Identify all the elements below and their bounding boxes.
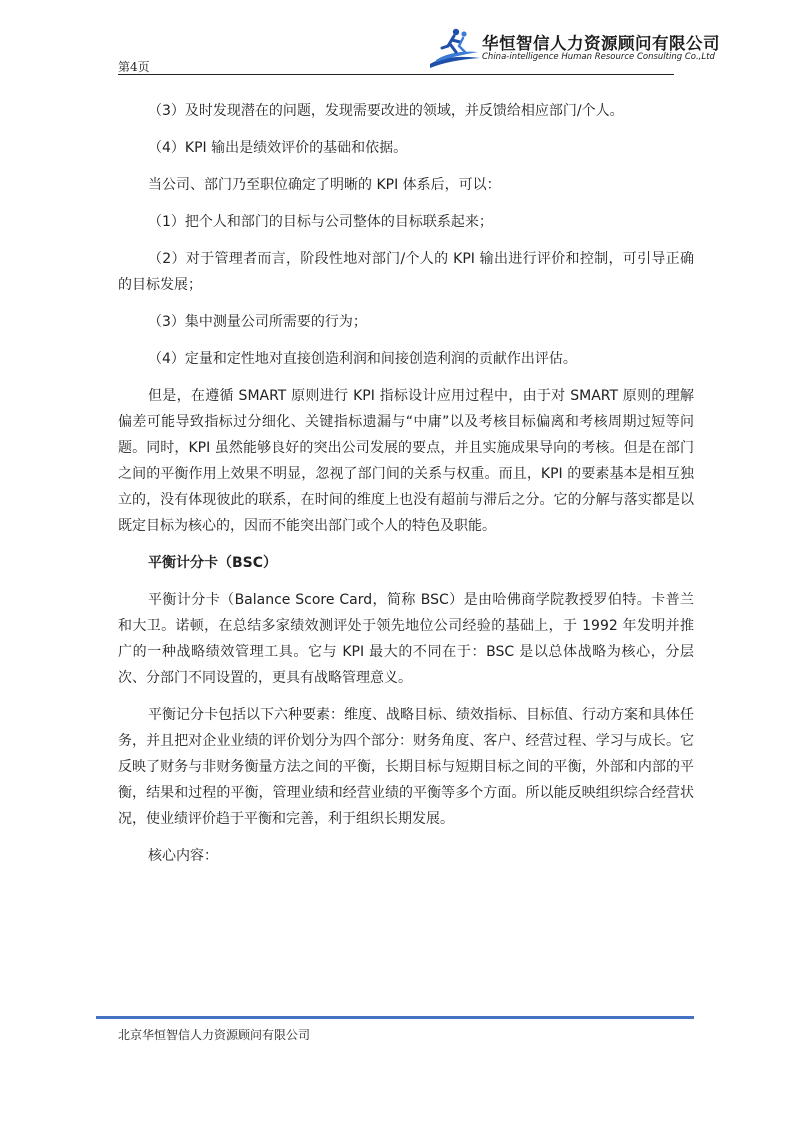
company-logo (426, 22, 720, 72)
footer-divider (96, 1016, 694, 1019)
company-name-cn: 华恒智信人力资源顾问有限公司 (482, 34, 720, 53)
company-name-en: China-intelligence Human Resource Consulting Co.,Ltd (482, 52, 715, 62)
header-divider (118, 74, 674, 75)
paragraph: 平衡计分卡（Balance Score Card，简称 BSC）是由哈佛商学院教授罗伯特。卡普兰和大卫。诺顿，在总结多家绩效测评处于领先地位公司经验的基础上，于 1992 年发明并推广的一种战略绩效管理工具。它与 KPI 最大的不同在于：BSC 是以总体战略为核心，分层次、分部门不同设置的，更具有战略管理意义。 (118, 592, 694, 686)
paragraph: （1）把个人和部门的目标与公司整体的目标联系起来； (148, 214, 493, 230)
paragraph: 平衡记分卡包括以下六种要素：维度、战略目标、绩效指标、目标值、行动方案和具体任务，并且把对企业业绩的评价划分为四个部分：财务角度、客户、经营过程、学习与成长。它反映了财务与非财务衡量方法之间的平衡，长期目标与短期目标之间的平衡，外部和内部的平衡，结果和过程的平衡，管理业绩和经营业绩的平衡等多个方面。所以能反映组织综合经营状况，使业绩评价趋于平衡和完善，利于组织长期发展。 (118, 707, 694, 827)
runner-logo-icon (426, 24, 482, 70)
paragraph: （3）及时发现潜在的问题，发现需要改进的领域，并反馈给相应部门/个人。 (148, 103, 624, 119)
document-body (118, 98, 694, 880)
section-heading: 平衡计分卡（BSC） (148, 555, 278, 571)
paragraph: （4）定量和定性地对直接创造利润和间接创造利润的贡献作出评估。 (148, 351, 577, 367)
paragraph: 但是，在遵循 SMART 原则进行 KPI 指标设计应用过程中，由于对 SMART 原则的理解偏差可能导致指标过分细化、关键指标遗漏与“中庸”以及考核目标偏离和考核周期过短等问题。同时，KPI 虽然能够良好的突出公司发展的要点，并且实施成果导向的考核。但是在部门之间的平衡作用上效果不明显，忽视了部门间的关系与权重。而且，KPI 的要素基本是相互独立的，没有体现彼此的联系，在时间的维度上也没有超前与滞后之分。它的分解与落实都是以既定目标为核心的，因而不能突出部门或个人的特色及职能。 (118, 388, 694, 534)
paragraph: （3）集中测量公司所需要的行为； (148, 314, 367, 330)
page-header (118, 22, 720, 74)
paragraph: （2）对于管理者而言，阶段性地对部门/个人的 KPI 输出进行评价和控制，可引导正确的目标发展； (118, 251, 694, 293)
paragraph: 当公司、部门乃至职位确定了明晰的 KPI 体系后，可以： (148, 177, 501, 193)
page-number: 第4页 (118, 60, 150, 74)
paragraph: （4）KPI 输出是绩效评价的基础和依据。 (148, 140, 408, 156)
footer-company: 北京华恒智信人力资源顾问有限公司 (118, 1028, 311, 1042)
paragraph: 核心内容： (148, 848, 218, 864)
